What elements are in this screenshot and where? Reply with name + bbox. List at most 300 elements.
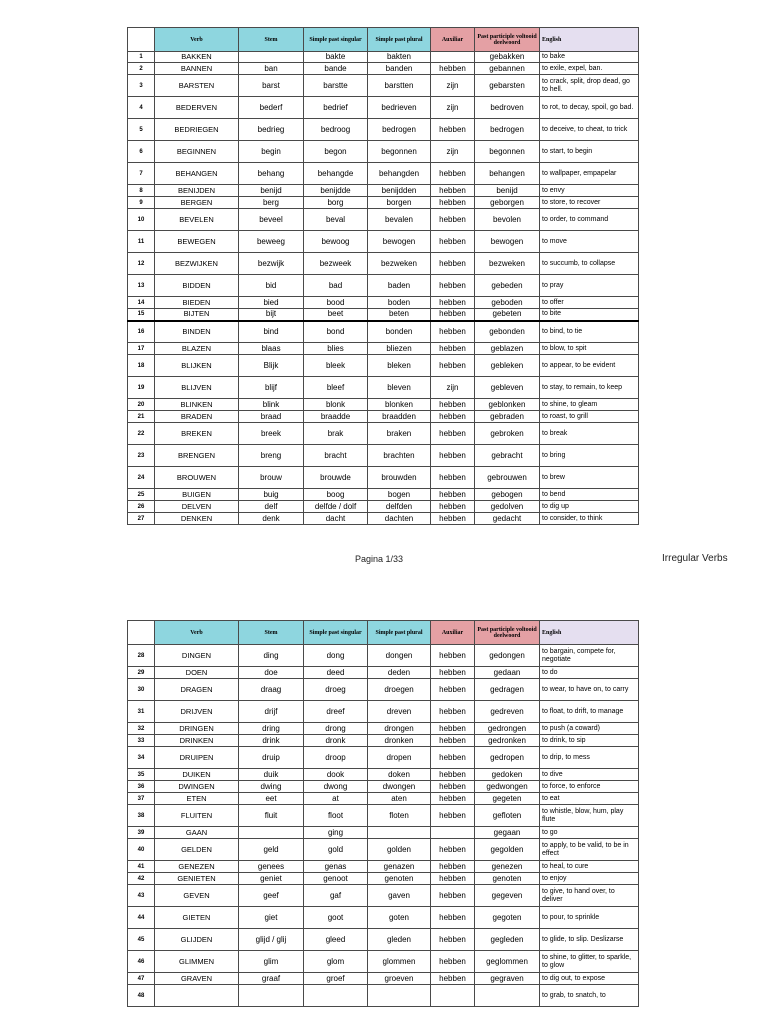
cell-english: to blow, to spit (540, 343, 639, 355)
cell-row-number: 47 (128, 973, 155, 985)
cell-simple-past-singular: bande (304, 63, 368, 75)
cell-stem: duik (239, 769, 304, 781)
cell-past-participle: gebannen (475, 63, 540, 75)
cell-simple-past-singular: groef (304, 973, 368, 985)
table-row (128, 873, 639, 885)
cell-simple-past-singular: blies (304, 343, 368, 355)
cell-stem: glim (239, 951, 304, 973)
cell-verb (155, 985, 239, 1007)
cell-verb: GELDEN (155, 839, 239, 861)
cell-simple-past-plural: drongen (368, 723, 431, 735)
cell-stem: blaas (239, 343, 304, 355)
cell-auxiliary: hebben (431, 321, 475, 343)
cell-auxiliary: hebben (431, 667, 475, 679)
cell-stem: eet (239, 793, 304, 805)
cell-stem: bind (239, 321, 304, 343)
cell-simple-past-plural: floten (368, 805, 431, 827)
cell-english: to bend (540, 489, 639, 501)
cell-stem: bied (239, 297, 304, 309)
cell-row-number: 46 (128, 951, 155, 973)
cell-simple-past-singular: bakte (304, 52, 368, 63)
cell-verb: BEVELEN (155, 209, 239, 231)
cell-simple-past-singular: drong (304, 723, 368, 735)
cell-past-participle: gegraven (475, 973, 540, 985)
cell-stem: barst (239, 75, 304, 97)
cell-past-participle: bedroven (475, 97, 540, 119)
cell-auxiliary: hebben (431, 163, 475, 185)
cell-verb: BARSTEN (155, 75, 239, 97)
cell-auxiliary: zijn (431, 377, 475, 399)
table-row (128, 985, 639, 1007)
cell-simple-past-plural: bakten (368, 52, 431, 63)
cell-english: to dig out, to expose (540, 973, 639, 985)
cell-stem: Blijk (239, 355, 304, 377)
cell-stem: begin (239, 141, 304, 163)
cell-english: to force, to enforce (540, 781, 639, 793)
cell-auxiliary: hebben (431, 873, 475, 885)
cell-stem (239, 827, 304, 839)
cell-past-participle: geblonken (475, 399, 540, 411)
cell-past-participle: behangen (475, 163, 540, 185)
cell-row-number: 42 (128, 873, 155, 885)
cell-stem: geld (239, 839, 304, 861)
cell-past-participle: bewogen (475, 231, 540, 253)
cell-row-number: 27 (128, 513, 155, 525)
cell-auxiliary: hebben (431, 907, 475, 929)
cell-simple-past-plural: groeven (368, 973, 431, 985)
cell-past-participle: gebogen (475, 489, 540, 501)
cell-simple-past-singular: bond (304, 321, 368, 343)
cell-auxiliary: hebben (431, 501, 475, 513)
cell-past-participle: gedacht (475, 513, 540, 525)
cell-simple-past-plural: bleken (368, 355, 431, 377)
cell-past-participle: geborgen (475, 197, 540, 209)
cell-auxiliary: hebben (431, 701, 475, 723)
cell-simple-past-singular: gold (304, 839, 368, 861)
cell-verb: DWINGEN (155, 781, 239, 793)
cell-past-participle: gedronken (475, 735, 540, 747)
cell-stem: draag (239, 679, 304, 701)
cell-row-number: 30 (128, 679, 155, 701)
cell-simple-past-singular: beval (304, 209, 368, 231)
cell-english: to grab, to snatch, to (540, 985, 639, 1007)
cell-stem: bederf (239, 97, 304, 119)
table-row (128, 929, 639, 951)
table-row (128, 343, 639, 355)
cell-simple-past-singular: droop (304, 747, 368, 769)
cell-past-participle: gedaan (475, 667, 540, 679)
cell-past-participle: gedrongen (475, 723, 540, 735)
cell-auxiliary: hebben (431, 253, 475, 275)
cell-english: to break (540, 423, 639, 445)
table-row (128, 951, 639, 973)
cell-row-number: 32 (128, 723, 155, 735)
cell-row-number: 18 (128, 355, 155, 377)
cell-english: to pray (540, 275, 639, 297)
cell-auxiliary: hebben (431, 781, 475, 793)
column-header-simple-past-plural: Simple past plural (368, 28, 431, 52)
cell-row-number: 45 (128, 929, 155, 951)
table-row (128, 781, 639, 793)
cell-verb: DUIKEN (155, 769, 239, 781)
cell-verb: BANNEN (155, 63, 239, 75)
cell-simple-past-singular (304, 985, 368, 1007)
cell-stem: doe (239, 667, 304, 679)
cell-simple-past-plural: goten (368, 907, 431, 929)
cell-simple-past-singular: bezweek (304, 253, 368, 275)
cell-auxiliary: hebben (431, 275, 475, 297)
cell-simple-past-plural: bonden (368, 321, 431, 343)
cell-english: to exile, expel, ban. (540, 63, 639, 75)
cell-verb: BEHANGEN (155, 163, 239, 185)
cell-simple-past-plural: braadden (368, 411, 431, 423)
cell-auxiliary: hebben (431, 747, 475, 769)
table-row (128, 63, 639, 75)
column-header-stem: Stem (239, 28, 304, 52)
cell-verb: DRIJVEN (155, 701, 239, 723)
cell-stem: graaf (239, 973, 304, 985)
cell-simple-past-plural: dropen (368, 747, 431, 769)
cell-simple-past-plural: aten (368, 793, 431, 805)
sheet-name-label: Irregular Verbs (662, 553, 728, 564)
cell-past-participle: gegleden (475, 929, 540, 951)
table-row (128, 645, 639, 667)
cell-stem: delf (239, 501, 304, 513)
cell-english: to offer (540, 297, 639, 309)
cell-simple-past-plural: droegen (368, 679, 431, 701)
table-row (128, 667, 639, 679)
cell-stem: dring (239, 723, 304, 735)
cell-simple-past-singular: delfde / dolf (304, 501, 368, 513)
cell-past-participle: gebakken (475, 52, 540, 63)
cell-auxiliary: hebben (431, 645, 475, 667)
cell-auxiliary: hebben (431, 423, 475, 445)
cell-english: to wallpaper, empapelar (540, 163, 639, 185)
cell-verb: GAAN (155, 827, 239, 839)
table-row (128, 97, 639, 119)
cell-verb: DOEN (155, 667, 239, 679)
cell-simple-past-plural: delfden (368, 501, 431, 513)
cell-simple-past-singular: bad (304, 275, 368, 297)
cell-row-number: 37 (128, 793, 155, 805)
cell-simple-past-singular: glom (304, 951, 368, 973)
cell-row-number: 10 (128, 209, 155, 231)
cell-row-number: 12 (128, 253, 155, 275)
cell-simple-past-plural: barstten (368, 75, 431, 97)
cell-simple-past-plural: behangden (368, 163, 431, 185)
table-row (128, 501, 639, 513)
table-row (128, 399, 639, 411)
cell-past-participle: geglommen (475, 951, 540, 973)
cell-simple-past-plural: boden (368, 297, 431, 309)
cell-stem: ding (239, 645, 304, 667)
cell-english: to bake (540, 52, 639, 63)
cell-past-participle: gebrouwen (475, 467, 540, 489)
cell-row-number: 24 (128, 467, 155, 489)
cell-past-participle: geboden (475, 297, 540, 309)
cell-stem (239, 52, 304, 63)
cell-simple-past-singular: gleed (304, 929, 368, 951)
cell-verb: BIEDEN (155, 297, 239, 309)
cell-simple-past-singular: genoot (304, 873, 368, 885)
cell-simple-past-plural: doken (368, 769, 431, 781)
cell-past-participle: gegeten (475, 793, 540, 805)
cell-auxiliary: hebben (431, 513, 475, 525)
cell-past-participle: gedoken (475, 769, 540, 781)
cell-past-participle: benijd (475, 185, 540, 197)
cell-auxiliary: hebben (431, 805, 475, 827)
cell-row-number: 13 (128, 275, 155, 297)
cell-auxiliary: hebben (431, 489, 475, 501)
table-row (128, 513, 639, 525)
cell-verb: BLIJVEN (155, 377, 239, 399)
cell-auxiliary: hebben (431, 793, 475, 805)
cell-simple-past-plural: baden (368, 275, 431, 297)
cell-english: to consider, to think (540, 513, 639, 525)
cell-simple-past-singular: bedroog (304, 119, 368, 141)
cell-auxiliary: hebben (431, 355, 475, 377)
cell-simple-past-plural: banden (368, 63, 431, 75)
cell-english: to go (540, 827, 639, 839)
cell-verb: DELVEN (155, 501, 239, 513)
cell-verb: BEDERVEN (155, 97, 239, 119)
cell-stem: benijd (239, 185, 304, 197)
cell-row-number: 11 (128, 231, 155, 253)
cell-verb: BRADEN (155, 411, 239, 423)
cell-auxiliary: hebben (431, 411, 475, 423)
column-header-row-number (128, 621, 155, 645)
cell-english: to do (540, 667, 639, 679)
cell-auxiliary: hebben (431, 63, 475, 75)
cell-simple-past-plural: bleven (368, 377, 431, 399)
cell-english: to shine, to glitter, to sparkle, to glow (540, 951, 639, 973)
cell-past-participle: bezweken (475, 253, 540, 275)
column-header-english: English (540, 28, 639, 52)
cell-simple-past-plural: glommen (368, 951, 431, 973)
cell-row-number: 35 (128, 769, 155, 781)
column-header-auxiliary: Auxiliar (431, 28, 475, 52)
cell-past-participle: gebeten (475, 309, 540, 321)
cell-row-number: 29 (128, 667, 155, 679)
cell-stem: breng (239, 445, 304, 467)
cell-simple-past-singular: beet (304, 309, 368, 321)
cell-simple-past-singular: bood (304, 297, 368, 309)
table-row (128, 275, 639, 297)
table-row (128, 973, 639, 985)
cell-simple-past-singular: dong (304, 645, 368, 667)
table-row (128, 297, 639, 309)
verb-table-1 (127, 27, 639, 525)
cell-simple-past-singular: bleef (304, 377, 368, 399)
cell-simple-past-singular: bleek (304, 355, 368, 377)
cell-simple-past-singular: droeg (304, 679, 368, 701)
cell-simple-past-singular: borg (304, 197, 368, 209)
column-header-verb: Verb (155, 28, 239, 52)
table-row (128, 839, 639, 861)
cell-simple-past-plural: bogen (368, 489, 431, 501)
cell-past-participle: genoten (475, 873, 540, 885)
table-row (128, 163, 639, 185)
cell-simple-past-plural: bliezen (368, 343, 431, 355)
cell-verb: DRAGEN (155, 679, 239, 701)
cell-english: to appear, to be evident (540, 355, 639, 377)
cell-past-participle: gebleken (475, 355, 540, 377)
cell-auxiliary (431, 52, 475, 63)
cell-row-number: 20 (128, 399, 155, 411)
cell-verb: BREKEN (155, 423, 239, 445)
cell-stem: geef (239, 885, 304, 907)
cell-past-participle: gegolden (475, 839, 540, 861)
table-row (128, 467, 639, 489)
cell-stem: bezwijk (239, 253, 304, 275)
column-header-simple-past-singular: Simple past singular (304, 621, 368, 645)
cell-verb: GRAVEN (155, 973, 239, 985)
cell-simple-past-plural: genoten (368, 873, 431, 885)
cell-english: to eat (540, 793, 639, 805)
cell-simple-past-singular: ging (304, 827, 368, 839)
cell-simple-past-plural (368, 985, 431, 1007)
column-header-past-participle: Past participle voltooid deelwoord (475, 28, 540, 52)
cell-stem: drink (239, 735, 304, 747)
cell-auxiliary: hebben (431, 885, 475, 907)
cell-auxiliary: hebben (431, 861, 475, 873)
header-row (128, 28, 639, 52)
cell-row-number: 6 (128, 141, 155, 163)
cell-simple-past-singular: gaf (304, 885, 368, 907)
cell-past-participle: gegoten (475, 907, 540, 929)
table-row (128, 861, 639, 873)
cell-row-number: 7 (128, 163, 155, 185)
cell-row-number: 19 (128, 377, 155, 399)
cell-simple-past-plural: dongen (368, 645, 431, 667)
cell-verb: BEWEGEN (155, 231, 239, 253)
header-row (128, 621, 639, 645)
cell-simple-past-plural: bezweken (368, 253, 431, 275)
cell-past-participle: gedolven (475, 501, 540, 513)
cell-english: to wear, to have on, to carry (540, 679, 639, 701)
cell-english: to glide, to slip. Deslizarse (540, 929, 639, 951)
cell-verb: DINGEN (155, 645, 239, 667)
cell-past-participle: gebraden (475, 411, 540, 423)
cell-english: to order, to command (540, 209, 639, 231)
cell-stem: breek (239, 423, 304, 445)
cell-simple-past-plural: braken (368, 423, 431, 445)
cell-simple-past-singular: blonk (304, 399, 368, 411)
cell-verb: GIETEN (155, 907, 239, 929)
cell-english: to heal, to cure (540, 861, 639, 873)
cell-stem: brouw (239, 467, 304, 489)
cell-row-number: 25 (128, 489, 155, 501)
cell-english: to start, to begin (540, 141, 639, 163)
cell-auxiliary: hebben (431, 951, 475, 973)
cell-row-number: 40 (128, 839, 155, 861)
cell-simple-past-plural: dachten (368, 513, 431, 525)
cell-row-number: 34 (128, 747, 155, 769)
cell-simple-past-singular: dook (304, 769, 368, 781)
table-row (128, 827, 639, 839)
cell-simple-past-singular: dreef (304, 701, 368, 723)
cell-past-participle: bevolen (475, 209, 540, 231)
cell-english: to enjoy (540, 873, 639, 885)
table-row (128, 679, 639, 701)
cell-simple-past-plural: genazen (368, 861, 431, 873)
verb-table-2 (127, 620, 639, 1007)
cell-row-number: 41 (128, 861, 155, 873)
table-body-2 (128, 621, 639, 1007)
cell-simple-past-singular: boog (304, 489, 368, 501)
cell-english: to shine, to gleam (540, 399, 639, 411)
column-header-row-number (128, 28, 155, 52)
table-row (128, 377, 639, 399)
cell-simple-past-singular: bracht (304, 445, 368, 467)
cell-past-participle: gedropen (475, 747, 540, 769)
cell-past-participle: gegeven (475, 885, 540, 907)
cell-verb: BIDDEN (155, 275, 239, 297)
cell-verb: DENKEN (155, 513, 239, 525)
cell-simple-past-singular: dwong (304, 781, 368, 793)
cell-english: to stay, to remain, to keep (540, 377, 639, 399)
table-row (128, 747, 639, 769)
cell-simple-past-singular: bedrief (304, 97, 368, 119)
table-row (128, 723, 639, 735)
cell-stem: geniet (239, 873, 304, 885)
cell-past-participle: begonnen (475, 141, 540, 163)
cell-simple-past-plural: bedrogen (368, 119, 431, 141)
cell-verb: FLUITEN (155, 805, 239, 827)
cell-row-number: 48 (128, 985, 155, 1007)
cell-simple-past-singular: floot (304, 805, 368, 827)
cell-verb: GLIJDEN (155, 929, 239, 951)
cell-row-number: 44 (128, 907, 155, 929)
table-row (128, 309, 639, 321)
cell-simple-past-plural: gaven (368, 885, 431, 907)
cell-row-number: 38 (128, 805, 155, 827)
cell-simple-past-plural: begonnen (368, 141, 431, 163)
cell-verb: GEVEN (155, 885, 239, 907)
cell-verb: BEGINNEN (155, 141, 239, 163)
table-row (128, 907, 639, 929)
cell-verb: BLIJKEN (155, 355, 239, 377)
cell-english: to bind, to tie (540, 321, 639, 343)
cell-row-number: 22 (128, 423, 155, 445)
cell-english: to dive (540, 769, 639, 781)
column-header-stem: Stem (239, 621, 304, 645)
table-row (128, 769, 639, 781)
table-body-1 (128, 28, 639, 525)
cell-verb: GENEZEN (155, 861, 239, 873)
cell-english: to bargain, compete for, negotiate (540, 645, 639, 667)
cell-stem: bid (239, 275, 304, 297)
cell-past-participle: gefloten (475, 805, 540, 827)
cell-simple-past-singular: barstte (304, 75, 368, 97)
cell-past-participle: gedongen (475, 645, 540, 667)
cell-simple-past-plural: bedrieven (368, 97, 431, 119)
cell-simple-past-singular: brak (304, 423, 368, 445)
cell-simple-past-plural: brouwden (368, 467, 431, 489)
table-row (128, 411, 639, 423)
table-row (128, 141, 639, 163)
cell-simple-past-singular: begon (304, 141, 368, 163)
cell-auxiliary: hebben (431, 735, 475, 747)
cell-stem: beveel (239, 209, 304, 231)
cell-simple-past-singular: dronk (304, 735, 368, 747)
cell-verb: DRINGEN (155, 723, 239, 735)
cell-simple-past-singular: dacht (304, 513, 368, 525)
cell-past-participle: gebonden (475, 321, 540, 343)
cell-english: to drip, to mess (540, 747, 639, 769)
cell-verb: DRINKEN (155, 735, 239, 747)
cell-english: to deceive, to cheat, to trick (540, 119, 639, 141)
